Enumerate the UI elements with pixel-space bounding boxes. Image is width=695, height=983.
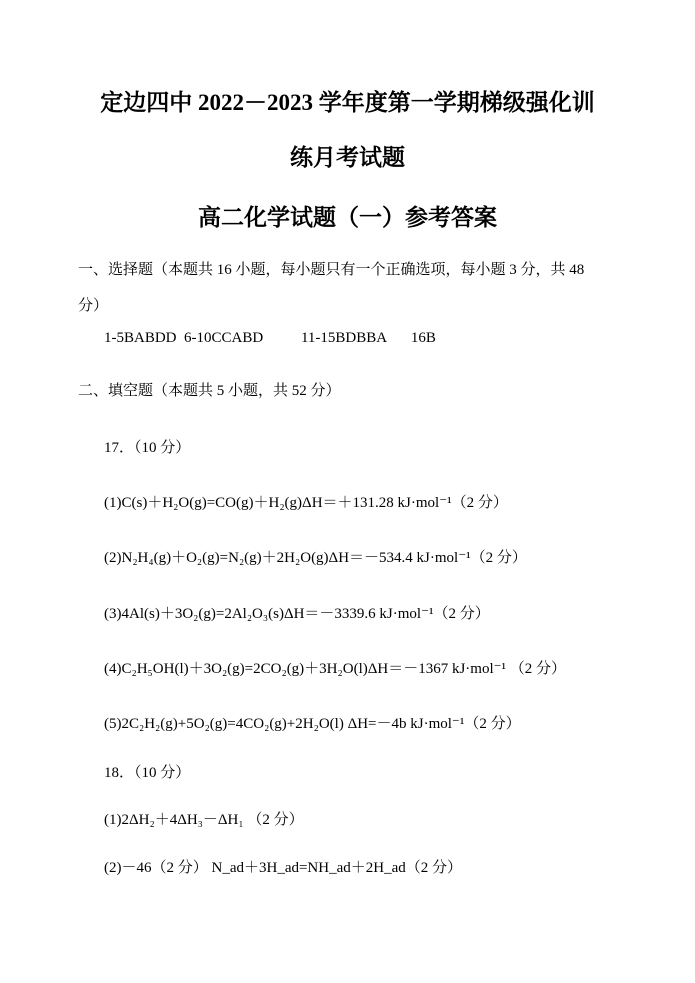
q17-answer-2: (2)N₂H₄(g)＋O₂(g)=N₂(g)＋2H₂O(g)ΔH＝－534.4 kJ·mol⁻¹（2 分） xyxy=(104,550,527,566)
answer-group-6-10: 6-10CCABD xyxy=(184,330,264,346)
q18-answer-1: (1)2ΔH₂＋4ΔH₃－ΔH₁ （2 分） xyxy=(104,812,304,828)
section2-heading: 二、填空题（本题共 5 小题，共 52 分） xyxy=(78,383,341,399)
question-18-label: 18．（10 分） xyxy=(104,765,191,781)
title-line-1: 定边四中 2022－2023 学年度第一学期梯级强化训 xyxy=(100,90,595,115)
choice-answers xyxy=(104,329,436,347)
question-17-label: 17．（10 分） xyxy=(104,440,191,456)
answer-group-16: 16B xyxy=(410,330,436,346)
q17-answer-4: (4)C₂H₅OH(l)＋3O₂(g)=2CO₂(g)＋3H₂O(l)ΔH＝－1367 kJ·mol⁻¹ （2 分） xyxy=(104,661,567,677)
q17-answer-5: (5)2C₂H₂(g)+5O₂(g)=4CO₂(g)+2H₂O(l) ΔH=－4b kJ·mol⁻¹（2 分） xyxy=(104,716,521,732)
section1-heading: 一、选择题（本题共 16 小题，每小题只有一个正确选项，每小题 3 分，共 48 xyxy=(78,262,585,278)
q18-answer-2: (2)－46（2 分） N_ad＋3H_ad=NH_ad＋2H_ad（2 分） xyxy=(104,860,462,876)
subtitle: 高二化学试题（一）参考答案 xyxy=(198,205,497,230)
q17-answer-3: (3)4Al(s)＋3O₂(g)=2Al₂O₃(s)ΔH＝－3339.6 kJ·mol⁻¹（2 分） xyxy=(104,606,490,622)
section1-heading-cont: 分） xyxy=(78,298,109,314)
answer-group-1-5: 1-5BABDD xyxy=(104,330,177,346)
answer-group-11-15: 11-15BDBBA xyxy=(300,330,388,346)
title-line-2: 练月考试题 xyxy=(290,145,405,170)
q17-answer-1: (1)C(s)＋H₂O(g)=CO(g)＋H₂(g)ΔH＝＋131.28 kJ·mol⁻¹（2 分） xyxy=(104,495,508,511)
